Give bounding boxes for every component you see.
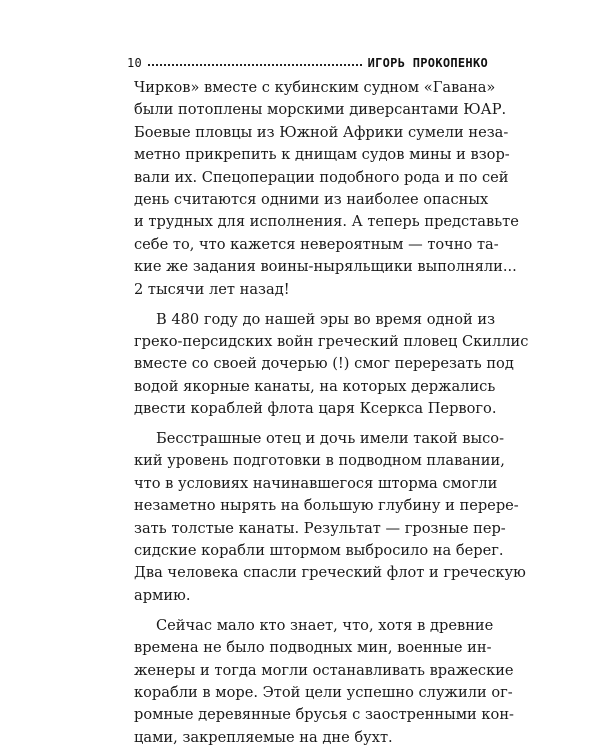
text-line: корабли в море. Этой цели успешно служили ог-: [134, 683, 513, 701]
text-line: незаметно нырять на большую глубину и перере-: [134, 497, 519, 515]
paragraph: [134, 428, 526, 607]
text-line: и трудных для исполнения. А теперь представьте: [134, 213, 519, 231]
paragraph: [134, 309, 529, 421]
text-line: 2 тысячи лет назад!: [134, 280, 290, 298]
text-line: Два человека спасли греческий флот и греческую: [134, 564, 526, 582]
text-line: кие же задания воины-ныряльщики выполняли...: [134, 258, 517, 276]
text-line: Боевые пловцы из Южной Африки сумели неза-: [134, 123, 509, 141]
text-line: греко-персидских войн греческий пловец Скиллис: [134, 332, 529, 350]
text-line: вали их. Спецоперации подобного рода и по сей: [134, 168, 509, 186]
text-line: были потоплены морскими диверсантами ЮАР.: [134, 101, 507, 119]
paragraph: [134, 615, 514, 749]
text-line: армию.: [134, 586, 191, 604]
text-line: времена не было подводных мин, военные ин-: [134, 639, 492, 657]
text-line: В 480 году до нашей эры во время одной из: [156, 310, 496, 328]
dotted-leader: [148, 64, 362, 66]
text-line: себе то, что кажется невероятным — точно та-: [134, 235, 499, 253]
text-line: Чирков» вместе с кубинским судном «Гавана»: [134, 79, 496, 96]
text-line: водой якорные канаты, на которых держались: [134, 377, 496, 395]
text-line: что в условиях начинавшегося шторма смогли: [134, 474, 498, 492]
text-line: зать толстые канаты. Результат — грозные пер-: [134, 519, 506, 537]
text-line: Сейчас мало кто знает, что, хотя в древние: [156, 616, 494, 634]
text-line: женеры и тогда могли останавливать вражеские: [134, 661, 514, 679]
paragraph: [134, 77, 519, 301]
text-line: вместе со своей дочерью (!) смог перерезать под: [134, 355, 514, 373]
text-line: сидские корабли штормом выбросило на берег.: [134, 542, 504, 559]
page-number: 10: [127, 56, 143, 70]
text-line: день считаются одними из наиболее опасных: [134, 190, 489, 208]
text-line: ромные деревянные брусья с заостренными кон-: [134, 706, 514, 724]
running-head-author: ИГОРЬ ПРОКОПЕНКО: [367, 56, 488, 70]
running-head: [127, 48, 488, 70]
body-text: [134, 77, 529, 749]
text-line: цами, закрепляемые на дне бухт.: [134, 728, 393, 746]
text-line: Бесстрашные отец и дочь имели такой высо-: [156, 430, 505, 448]
text-line: метно прикрепить к днищам судов мины и взор-: [134, 146, 510, 164]
text-line: двести кораблей флота царя Ксеркса Первого.: [134, 400, 497, 418]
text-line: кий уровень подготовки в подводном плавании,: [134, 452, 505, 470]
